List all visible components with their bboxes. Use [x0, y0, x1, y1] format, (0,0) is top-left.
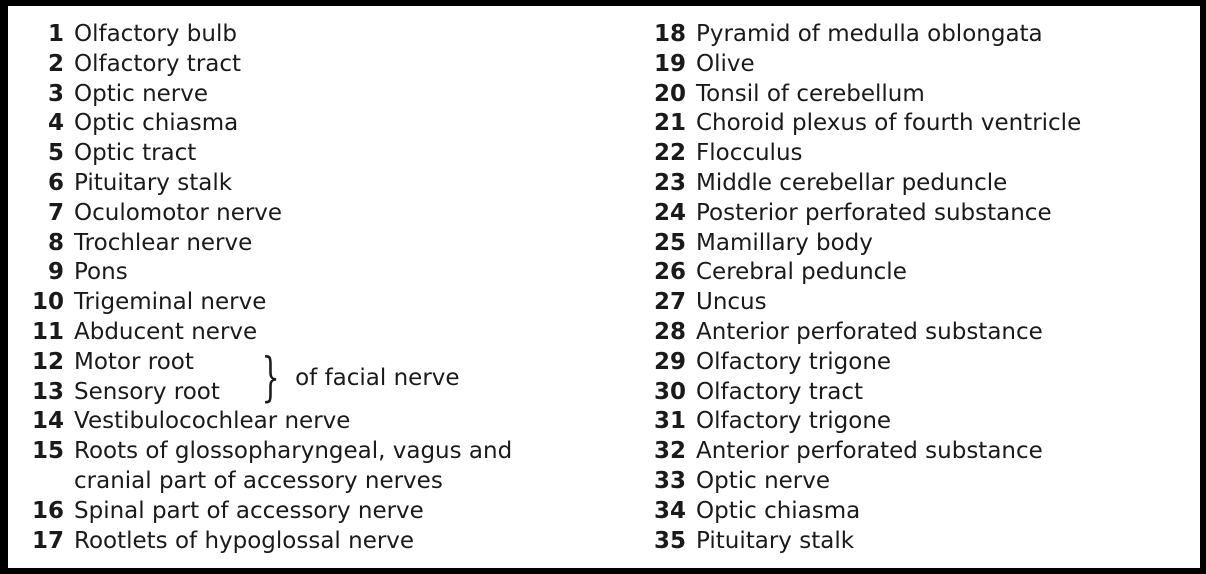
entry-number: 30 — [653, 378, 686, 405]
entry-number: 5 — [47, 140, 64, 167]
entry-number: 6 — [47, 169, 64, 196]
entry-label: Optic nerve — [696, 467, 831, 494]
entry-label: Anterior perforated substance — [696, 438, 1043, 465]
entry-label: Rootlets of hypoglossal nerve — [74, 527, 415, 554]
legend-entry — [22, 80, 622, 110]
legend-entry — [22, 378, 268, 408]
entry-number: 19 — [653, 50, 686, 77]
legend-entry — [644, 139, 1184, 169]
entry-label: Anterior perforated substance — [696, 318, 1043, 345]
legend-entry — [22, 20, 622, 50]
legend-entry — [644, 437, 1184, 467]
entry-number: 4 — [47, 110, 64, 137]
entry-number: 33 — [653, 467, 686, 494]
entry-number: 22 — [653, 140, 686, 167]
right-brace-icon: } — [261, 347, 280, 408]
entry-label: Olfactory tract — [696, 378, 864, 405]
legend-entry — [22, 437, 622, 497]
entry-label: Olfactory trigone — [696, 408, 892, 435]
legend-entry — [22, 497, 622, 527]
entry-number: 28 — [653, 318, 686, 345]
group-items — [22, 348, 268, 408]
entry-label: Optic chiasma — [696, 497, 861, 524]
entry-number: 12 — [31, 348, 64, 375]
entry-number: 26 — [653, 259, 686, 286]
entry-number: 9 — [47, 259, 64, 286]
entry-label: Uncus — [696, 289, 767, 316]
legend-entry — [644, 169, 1184, 199]
entry-label: Pyramid of medulla oblongata — [696, 21, 1043, 47]
legend-entry — [22, 109, 622, 139]
legend-entry — [22, 407, 622, 437]
legend-entry — [644, 199, 1184, 229]
entry-number: 29 — [653, 348, 686, 375]
legend-entry — [22, 288, 622, 318]
legend-entry — [22, 199, 622, 229]
entry-label: Abducent nerve — [74, 318, 258, 345]
entry-label: Vestibulocochlear nerve — [74, 408, 351, 435]
entry-number: 18 — [653, 21, 686, 47]
legend-entry — [644, 348, 1184, 378]
entry-label: Posterior perforated substance — [696, 199, 1052, 226]
entry-number: 32 — [653, 438, 686, 465]
legend-entry — [644, 50, 1184, 80]
legend-entry — [644, 229, 1184, 259]
entry-number: 14 — [31, 408, 64, 435]
entry-label: Oculomotor nerve — [74, 199, 283, 226]
legend-right-column — [644, 20, 1184, 556]
entry-label: Optic nerve — [74, 80, 209, 107]
legend-entry — [22, 229, 622, 259]
entry-number: 25 — [653, 229, 686, 256]
entry-number: 2 — [47, 50, 64, 77]
legend-entry — [644, 288, 1184, 318]
entry-number: 8 — [47, 229, 64, 256]
entry-number: 16 — [31, 497, 64, 524]
legend-page — [8, 6, 1200, 568]
legend-entry — [644, 318, 1184, 348]
legend-entry — [644, 407, 1184, 437]
entry-number: 24 — [653, 199, 686, 226]
entry-number: 23 — [653, 169, 686, 196]
entry-label: Sensory root — [74, 378, 220, 405]
entry-number: 7 — [47, 199, 64, 226]
entry-number: 15 — [31, 438, 64, 465]
facial-nerve-group — [22, 348, 622, 408]
entry-label: Optic chiasma — [74, 110, 239, 137]
legend-entry — [644, 258, 1184, 288]
legend-entry — [22, 318, 622, 348]
entry-number: 35 — [653, 527, 686, 554]
entry-number: 1 — [47, 21, 64, 47]
legend-entry — [644, 378, 1184, 408]
legend-entry — [644, 80, 1184, 110]
entry-label: Pons — [74, 259, 128, 286]
legend-entry — [22, 169, 622, 199]
entry-label: Trochlear nerve — [74, 229, 253, 256]
entry-label: Olfactory trigone — [696, 348, 892, 375]
entry-label: Spinal part of accessory nerve — [74, 497, 424, 524]
entry-label: Choroid plexus of fourth ventricle — [696, 110, 1082, 137]
group-label: of facial nerve — [295, 364, 460, 391]
entry-label: Pituitary stalk — [74, 169, 233, 196]
legend-entry — [644, 527, 1184, 557]
legend-entry — [644, 109, 1184, 139]
entry-label: Flocculus — [696, 140, 803, 167]
entry-label: Olfactory bulb — [74, 21, 237, 47]
legend-left-column — [22, 20, 622, 556]
entry-number: 21 — [653, 110, 686, 137]
entry-label: Mamillary body — [696, 229, 873, 256]
entry-label: Pituitary stalk — [696, 527, 855, 554]
legend-entry — [22, 258, 622, 288]
legend-entry — [644, 20, 1184, 50]
entry-number: 10 — [31, 289, 64, 316]
entry-number: 27 — [653, 289, 686, 316]
entry-label: Olive — [696, 50, 755, 77]
legend-entry — [644, 467, 1184, 497]
entry-number: 11 — [31, 318, 64, 345]
entry-number: 13 — [31, 378, 64, 405]
legend-entry — [22, 527, 622, 557]
entry-number: 17 — [31, 527, 64, 554]
legend-entry — [644, 497, 1184, 527]
entry-label: Optic tract — [74, 140, 197, 167]
entry-label: Middle cerebellar peduncle — [696, 169, 1008, 196]
entry-label: Cerebral peduncle — [696, 259, 907, 286]
entry-number: 34 — [653, 497, 686, 524]
entry-label: Tonsil of cerebellum — [696, 80, 925, 107]
legend-entry — [22, 50, 622, 80]
legend-entry — [22, 139, 622, 169]
entry-number: 3 — [47, 80, 64, 107]
entry-label: Trigeminal nerve — [74, 289, 267, 316]
entry-number: 20 — [653, 80, 686, 107]
entry-label: Motor root — [74, 348, 194, 375]
entry-label: Olfactory tract — [74, 50, 242, 77]
legend-entry — [22, 348, 268, 378]
entry-label: Roots of glossopharyngeal, vagus and cranial part of accessory nerves — [74, 438, 513, 494]
entry-number: 31 — [653, 408, 686, 435]
